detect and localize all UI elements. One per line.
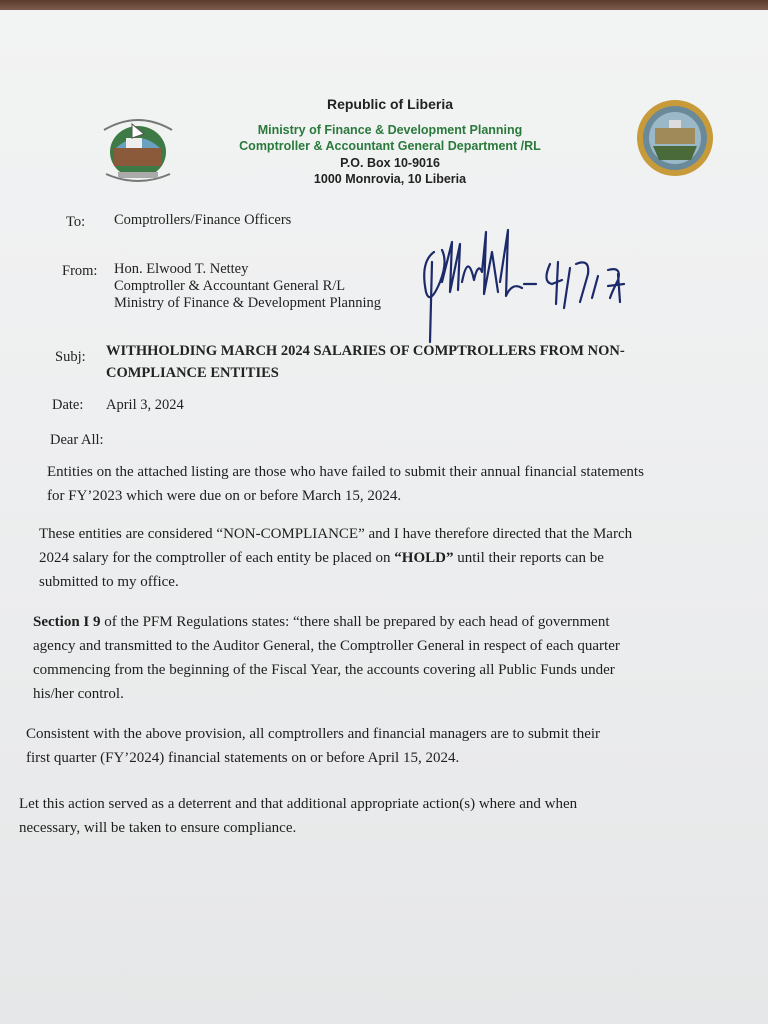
paragraph-2 xyxy=(39,522,632,594)
paragraph-1 xyxy=(47,460,644,508)
from-name: Hon. Elwood T. Nettey xyxy=(114,261,249,277)
letterhead-republic: Republic of Liberia xyxy=(326,96,453,112)
paragraph-3-line-1-b: of the PFM Regulations states: “there shall be prepared by each head of government xyxy=(100,614,610,630)
date-value: April 3, 2024 xyxy=(106,397,184,413)
subject-line-2: COMPLIANCE ENTITIES xyxy=(106,365,279,381)
paragraph-2-line-2 xyxy=(39,546,632,570)
subject-line-1: WITHHOLDING MARCH 2024 SALARIES OF COMPTROLLERS FROM NON- xyxy=(106,343,625,359)
letterhead-po-box: P.O. Box 10-9016 xyxy=(340,156,440,170)
section-reference: Section I 9 xyxy=(33,614,101,630)
paragraph-2-line-3: submitted to my office. xyxy=(39,574,179,590)
paragraph-3-line-1 xyxy=(33,610,620,634)
salutation: Dear All: xyxy=(50,432,104,448)
paragraph-3 xyxy=(33,610,620,706)
paragraph-5-line-1: Let this action served as a deterrent and that additional appropriate action(s) where and when xyxy=(19,796,578,812)
paragraph-5-line-2: necessary, will be taken to ensure compliance. xyxy=(19,820,297,836)
from-label: From: xyxy=(62,263,98,279)
paragraph-4-line-1: Consistent with the above provision, all comptrollers and financial managers are to submit their xyxy=(26,726,601,742)
subj-label: Subj: xyxy=(55,349,86,365)
date-label: Date: xyxy=(52,397,84,413)
hold-emphasis: “HOLD” xyxy=(394,550,454,566)
paragraph-3-line-2: agency and transmitted to the Auditor General, the Comptroller General in respect of each quarter xyxy=(33,638,620,654)
subject-block xyxy=(106,340,625,384)
paragraph-3-line-4: his/her control. xyxy=(33,686,124,702)
paragraph-4-line-2: first quarter (FY’2024) financial statements on or before April 15, 2024. xyxy=(26,750,460,766)
department-seal xyxy=(635,98,715,178)
paragraph-1-line-2: for FY’2023 which were due on or before March 15, 2024. xyxy=(47,488,402,504)
from-title: Comptroller & Accountant General R/L xyxy=(114,278,346,294)
paragraph-2-line-2-c: until their reports can be xyxy=(453,550,604,566)
letterhead-city: 1000 Monrovia, 10 Liberia xyxy=(313,172,467,186)
paragraph-2-line-1: These entities are considered “NON-COMPLIANCE” and I have therefore directed that the March xyxy=(39,526,633,542)
handwritten-signature xyxy=(412,222,642,352)
to-value: Comptrollers/Finance Officers xyxy=(114,212,292,228)
letterhead-ministry: Ministry of Finance & Development Planning xyxy=(257,123,523,137)
to-label: To: xyxy=(66,214,86,230)
paragraph-4 xyxy=(26,722,600,770)
letter-page xyxy=(0,10,768,1024)
from-org: Ministry of Finance & Development Planning xyxy=(114,295,382,311)
letterhead-ministry-block xyxy=(160,122,620,154)
paragraph-5 xyxy=(19,792,577,840)
letterhead-address-block xyxy=(160,155,620,187)
paragraph-3-line-3: commencing from the beginning of the Fiscal Year, the accounts covering all Public Funds under xyxy=(33,662,615,678)
letterhead-department: Comptroller & Accountant General Department /RL xyxy=(239,139,541,153)
paragraph-1-line-1: Entities on the attached listing are those who have failed to submit their annual financial statements xyxy=(47,464,644,480)
paragraph-2-line-2-a: 2024 salary for the comptroller of each entity be placed on xyxy=(39,550,395,566)
